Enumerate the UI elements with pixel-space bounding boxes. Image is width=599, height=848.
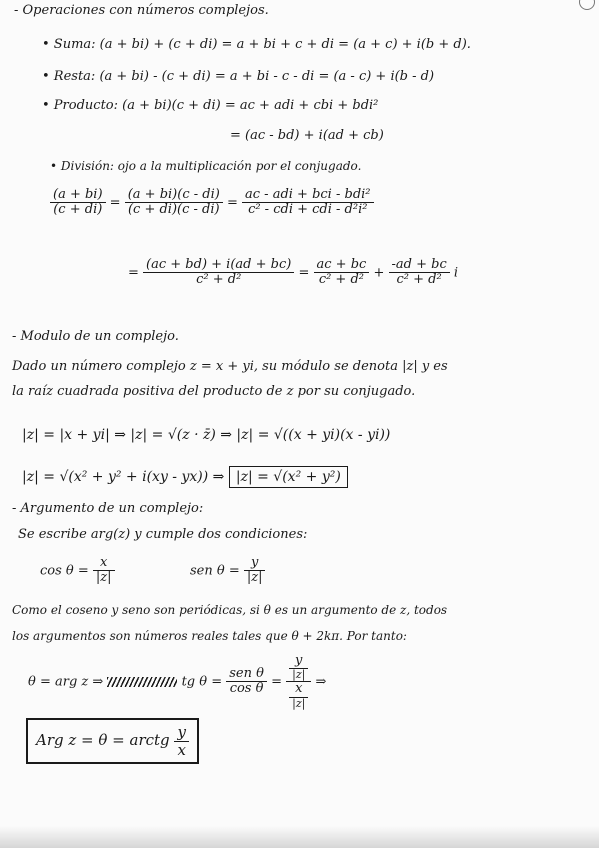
numerator: (a + bi) <box>50 188 106 203</box>
denominator: |z| <box>292 696 306 710</box>
tangent-derivation <box>28 654 326 710</box>
modulo-equation-2-lhs: |z| = √(x² + y² + i(xy - yx)) ⇒ <box>22 469 225 485</box>
numerator: ac - adi + bci - bdi² <box>242 188 374 203</box>
producto-line-1: • Producto: (a + bi)(c + di) = ac + adi + cbi + bdi² <box>42 98 379 113</box>
denominator <box>286 682 311 709</box>
fraction <box>389 258 450 288</box>
producto-line-2: = (ac - bd) + i(ad + cb) <box>230 128 384 143</box>
modulo-text-2: la raíz cuadrada positiva del producto de z por su conjugado. <box>12 384 416 399</box>
page-bottom-shadow <box>0 826 599 848</box>
sin-definition <box>190 556 265 586</box>
equals-sign: = <box>226 195 238 211</box>
implies-arrow: ⇒ <box>315 674 327 690</box>
period-text-2: los argumentos son números reales tales que θ + 2kπ. Por tanto: <box>12 629 407 643</box>
numerator: -ad + bc <box>389 258 450 273</box>
section-heading-argumento: - Argumento de un complejo: <box>12 501 204 516</box>
page-corner-mark <box>579 0 595 10</box>
numerator: (ac + bd) + i(ad + bc) <box>143 258 294 273</box>
equals-sign: = <box>109 195 121 211</box>
imaginary-unit: i <box>453 265 459 281</box>
section-heading-operaciones: - Operaciones con números complejos. <box>14 3 269 18</box>
denominator: x <box>177 740 186 759</box>
resta-line: • Resta: (a + bi) - (c + di) = a + bi - c - di = (a - c) + i(b - d) <box>42 69 435 84</box>
equals-sign: = <box>271 674 282 690</box>
numerator: y <box>174 724 188 742</box>
nested-fraction <box>286 654 311 710</box>
numerator: x <box>93 556 115 571</box>
denominator: (c + di)(c - di) <box>127 202 220 218</box>
final-argument-box <box>26 718 199 764</box>
fraction <box>125 188 223 218</box>
denominator: |z| <box>95 570 112 586</box>
modulo-equation-1: |z| = |x + yi| ⇒ |z| = √(z · z̄) ⇒ |z| = √((x + yi)(x - yi)) <box>22 427 391 443</box>
numerator: x <box>289 682 308 697</box>
numerator: y <box>289 654 308 669</box>
cos-definition <box>40 556 115 586</box>
cos-label: cos θ = <box>40 563 89 579</box>
fraction <box>314 258 370 288</box>
denominator: (c + di) <box>53 202 103 218</box>
fraction <box>174 724 188 758</box>
numerator: (a + bi)(c - di) <box>125 188 223 203</box>
fraction <box>143 258 294 288</box>
fraction <box>50 188 106 218</box>
fraction <box>226 667 267 697</box>
denominator: c² + d² <box>196 272 242 288</box>
equals-sign: = <box>298 265 310 281</box>
denominator: |z| <box>246 570 263 586</box>
fraction <box>289 682 308 709</box>
tangent-lhs: tg θ = <box>181 674 223 690</box>
sin-label: sen θ = <box>190 563 240 579</box>
fraction <box>244 556 266 586</box>
plus-sign: + <box>373 265 385 281</box>
denominator: |z| <box>292 668 306 682</box>
scribble-crossout <box>107 677 177 687</box>
modulo-text-1: Dado un número complejo z = x + yi, su módulo se denota |z| y es <box>12 359 448 374</box>
modulo-equation-2 <box>22 470 348 485</box>
division-row-2 <box>128 258 458 288</box>
fraction <box>289 654 308 681</box>
fraction <box>93 556 115 586</box>
denominator: c² - cdi + cdi - d²i² <box>248 202 368 218</box>
division-intro: • División: ojo a la multiplicación por el conjugado. <box>50 159 362 173</box>
numerator: y <box>244 556 266 571</box>
numerator: ac + bc <box>314 258 370 273</box>
denominator: c² + d² <box>396 272 442 288</box>
denominator: cos θ <box>229 681 264 697</box>
denominator: c² + d² <box>318 272 364 288</box>
division-row-1 <box>50 188 374 218</box>
suma-line: • Suma: (a + bi) + (c + di) = a + bi + c + di = (a + c) + i(b + d). <box>42 37 471 52</box>
numerator: sen θ <box>226 667 267 682</box>
fraction <box>242 188 374 218</box>
equals-sign: = <box>128 265 139 281</box>
final-argument-lhs: Arg z = θ = arctg <box>36 731 170 749</box>
period-text-1: Como el coseno y seno son periódicas, si θ es un argumento de z, todos <box>12 603 448 617</box>
argumento-text: Se escribe arg(z) y cumple dos condiciones: <box>18 527 308 542</box>
modulo-result-box: |z| = √(x² + y²) <box>229 466 348 488</box>
numerator <box>286 654 311 682</box>
section-heading-modulo: - Modulo de un complejo. <box>12 329 179 344</box>
theta-lhs: θ = arg z ⇒ <box>28 674 104 690</box>
